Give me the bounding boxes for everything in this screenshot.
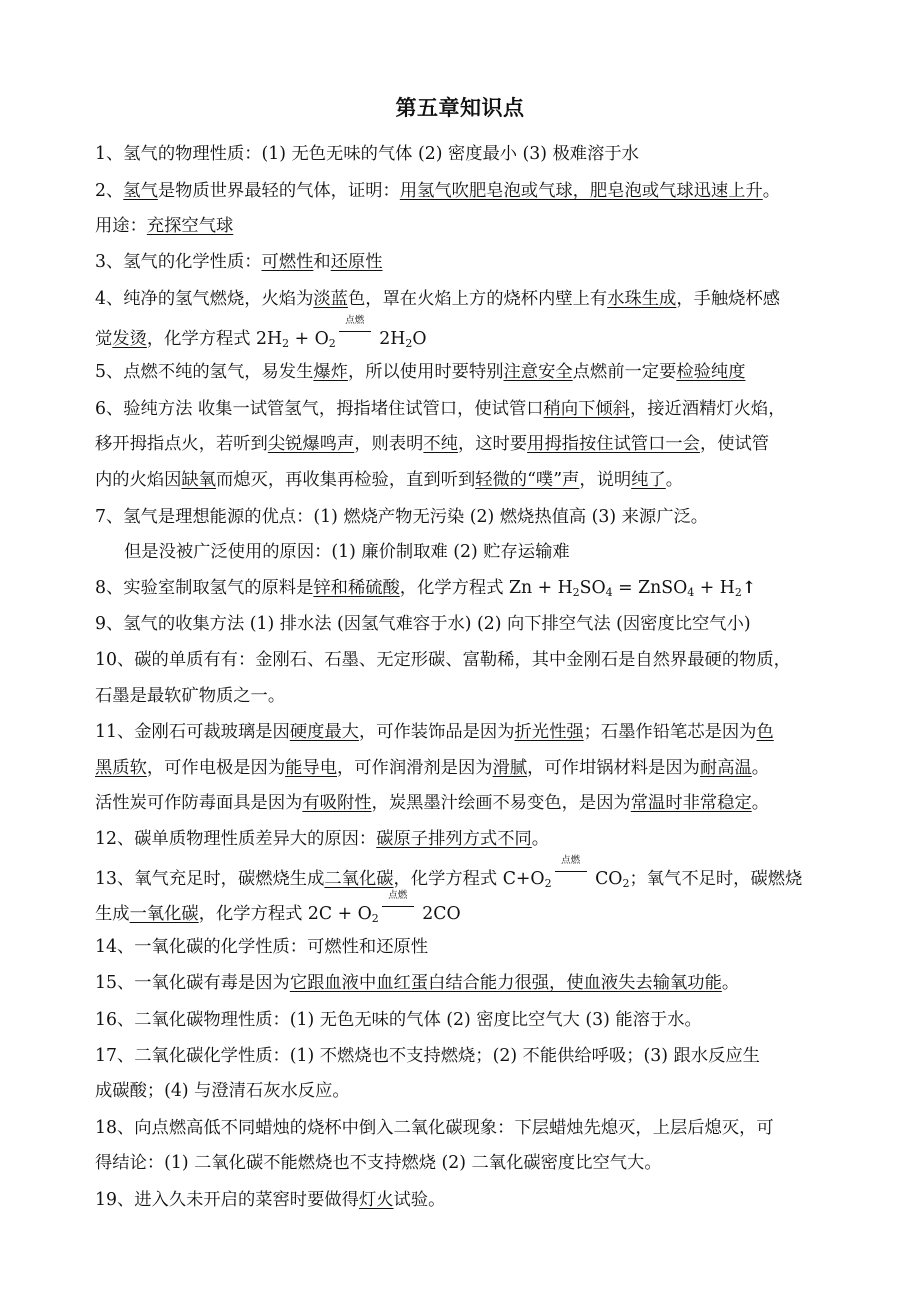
item-text: ，则表明 <box>354 434 424 454</box>
item-6-line-2 <box>95 431 835 457</box>
item-7 <box>95 504 835 530</box>
item-text: 活性炭可作防毒面具是因为 <box>95 793 303 813</box>
equation-text: ，化学方程式 C+O <box>393 869 545 889</box>
item-text: ，可作电极是因为 <box>146 758 286 778</box>
underlined-answer: 氢气 <box>123 181 158 201</box>
item-text: 试验。 <box>393 1190 446 1210</box>
item-text: 18、向点燃高低不同蜡烛的烧杯中倒入二氧化碳现象：下层蜡烛先熄灭，上层后熄灭，可 <box>95 1118 774 1138</box>
item-text: ，炭黑墨汁绘画不易变色，是因为 <box>371 793 631 813</box>
item-text: 6、验纯方法 收集一试管氢气，拇指堵住试管口，使试管口 <box>95 399 544 419</box>
item-text: 10、碳的单质有有：金刚石、石墨、无定形碳、富勒稀，其中金刚石是自然界最硬的物质， <box>95 650 791 670</box>
underlined-answer: 纯了 <box>631 470 666 490</box>
reaction-condition <box>379 890 417 917</box>
item-text: 11、金刚石可裁玻璃是因 <box>95 722 290 742</box>
underlined-answer: 充探空气球 <box>146 216 234 236</box>
item-14 <box>95 934 835 960</box>
item-text: ，可作坩锅材料是因为 <box>527 758 700 778</box>
reaction-condition <box>552 855 590 882</box>
item-6-line-3 <box>95 467 835 493</box>
item-text: 内的火焰因 <box>95 470 182 490</box>
item-text: ；石墨作铅笔芯是因为 <box>583 722 757 742</box>
item-text: 19、进入久未开启的菜窖时要做得 <box>95 1190 359 1210</box>
subscript: 2 <box>328 337 336 350</box>
page-title: 第五章知识点 <box>395 95 525 120</box>
equation-text: 2H <box>373 329 406 349</box>
item-13-line-2 <box>95 890 835 927</box>
item-4-equation-line <box>95 315 835 352</box>
item-text: 17、二氧化碳化学性质：(1) 不燃烧也不支持燃烧；(2) 不能供给呼吸；(3) 跟水反应生 <box>95 1046 760 1066</box>
underlined-answer: 轻微的“噗”声 <box>475 470 580 490</box>
item-2-usage <box>95 213 835 239</box>
underlined-answer: 尖锐爆鸣声 <box>267 434 355 454</box>
underlined-answer: 它跟血液中血红蛋白结合能力很强，使血液失去输氧功能 <box>289 973 722 993</box>
item-text: 5、点燃不纯的氢气，易发生 <box>95 362 314 382</box>
equation-text: + H <box>694 578 735 598</box>
condition-label: 点燃 <box>388 890 408 901</box>
item-17-line-2 <box>95 1078 835 1104</box>
item-text: 但是没被广泛使用的原因：(1) 廉价制取难 (2) 贮存运输难 <box>124 542 570 562</box>
item-text: 7、氢气是理想能源的优点：(1) 燃烧产物无污染 (2) 燃烧热值高 (3) 来源广泛。 <box>95 507 709 527</box>
item-text: 12、碳单质物理性质差异大的原因： <box>95 829 377 849</box>
item-18 <box>95 1115 835 1141</box>
underlined-answer: 检验纯度 <box>676 362 746 382</box>
underlined-answer: 爆炸 <box>313 362 348 382</box>
underlined-answer: 不纯 <box>423 434 458 454</box>
item-text: 14、一氧化碳的化学性质：可燃性和还原性 <box>95 937 429 957</box>
item-18-line-2 <box>95 1150 835 1176</box>
item-text: 色，罩在火焰上方的烧杯内壁上有 <box>347 289 608 309</box>
item-text: 得结论：(1) 二氧化碳不能燃烧也不支持燃烧 (2) 二氧化碳密度比空气大。 <box>95 1153 662 1173</box>
item-text: 。 <box>751 758 770 778</box>
condition-label: 点燃 <box>561 855 581 866</box>
condition-bar <box>555 871 587 872</box>
item-text: 15、一氧化碳有毒是因为 <box>95 973 290 993</box>
underlined-answer: 折光性强 <box>514 722 584 742</box>
subscript: 2 <box>734 586 742 599</box>
item-11-line-3 <box>95 790 835 816</box>
item-text: 点燃前一定要 <box>572 362 677 382</box>
item-text: 9、氢气的收集方法 (1) 排水法 (因氢气难容于水) (2) 向下排空气法 (因密度比空气小) <box>95 614 751 634</box>
item-5 <box>95 359 835 385</box>
underlined-answer: 可燃性 <box>261 252 314 272</box>
item-17 <box>95 1043 835 1069</box>
item-15 <box>95 970 835 996</box>
item-text: ，说明 <box>579 470 632 490</box>
item-19 <box>95 1187 835 1213</box>
subscript: 2 <box>371 912 379 925</box>
item-text: 石墨是最软矿物质之一。 <box>95 686 286 706</box>
item-6 <box>95 396 835 422</box>
item-text: 8、实验室制取氢气的原料是 <box>95 578 314 598</box>
item-text: 。 <box>665 470 684 490</box>
item-text: 生成 <box>95 904 130 924</box>
item-4 <box>95 286 835 312</box>
equation-text: SO <box>579 578 606 598</box>
underlined-answer: 常温时非常稳定 <box>630 793 752 813</box>
item-8 <box>95 575 835 601</box>
underlined-answer: 稍向下倾斜 <box>543 399 630 419</box>
item-text: 13、氧气充足时，碳燃烧生成 <box>95 869 325 889</box>
item-text: 而熄灭，再收集再检验，直到听到 <box>216 470 476 490</box>
underlined-answer: 二氧化碳 <box>324 869 394 889</box>
underlined-answer: 一氧化碳 <box>129 904 199 924</box>
underlined-answer: 有吸附性 <box>302 793 372 813</box>
underlined-answer: 黑质软 <box>95 758 147 778</box>
underlined-answer: 色 <box>756 722 774 742</box>
equation-text: + O <box>289 329 329 349</box>
item-11 <box>95 719 835 745</box>
subscript: 4 <box>605 586 613 599</box>
item-2 <box>95 178 835 204</box>
item-11-line-2 <box>95 755 835 781</box>
item-text: 1、氢气的物理性质：(1) 无色无味的气体 (2) 密度最小 (3) 极难溶于水 <box>95 144 639 164</box>
item-text: ，这时要 <box>457 434 528 454</box>
item-text: 觉 <box>95 329 113 349</box>
item-text: ，可作装饰品是因为 <box>358 722 515 742</box>
gas-arrow-icon: ↑ <box>741 578 757 598</box>
equation-text: O <box>412 329 427 349</box>
item-text: 和 <box>313 252 331 272</box>
item-text: 成碳酸；(4) 与澄清石灰水反应。 <box>95 1081 350 1101</box>
underlined-answer: 耐高温 <box>699 758 752 778</box>
underlined-answer: 灯火 <box>358 1190 394 1210</box>
item-text: 移开拇指点火，若听到 <box>95 434 268 454</box>
item-1 <box>95 141 835 167</box>
item-7-reasons <box>124 539 864 565</box>
underlined-answer: 锌和稀硫酸 <box>313 578 400 598</box>
underlined-answer: 缺氧 <box>181 470 216 490</box>
equation-text: ，化学方程式 2C + O <box>198 904 372 924</box>
underlined-answer: 能导电 <box>285 758 337 778</box>
item-16 <box>95 1007 835 1033</box>
subscript: 2 <box>622 877 630 890</box>
item-3 <box>95 249 835 275</box>
item-text: 。 <box>531 829 550 849</box>
item-10 <box>95 647 835 673</box>
item-text: 3、氢气的化学性质： <box>95 252 262 272</box>
subscript: 4 <box>687 586 695 599</box>
underlined-answer: 滑腻 <box>492 758 528 778</box>
item-text: ，接近酒精灯火焰， <box>629 399 786 419</box>
item-text: 4、纯净的氢气燃烧，火焰为 <box>95 289 314 309</box>
item-text: 2、 <box>95 181 124 201</box>
item-12 <box>95 826 835 852</box>
underlined-answer: 硬度最大 <box>289 722 359 742</box>
item-text: 。 <box>762 181 781 201</box>
underlined-answer: 碳原子排列方式不同 <box>376 829 532 849</box>
condition-bar <box>382 906 414 907</box>
item-text: 用途： <box>95 216 147 236</box>
item-10-line-2 <box>95 683 835 709</box>
underlined-answer: 注意安全 <box>503 362 573 382</box>
condition-bar <box>339 331 371 332</box>
item-text: ，手触烧杯感 <box>676 289 781 309</box>
subscript: 2 <box>572 586 580 599</box>
item-text: 是物质世界最轻的气体，证明： <box>157 181 400 201</box>
item-text: 。 <box>751 793 770 813</box>
underlined-answer: 用氢气吹肥皂泡或气球，肥皂泡或气球迅速上升 <box>399 181 763 201</box>
item-text: ，所以使用时要特别 <box>347 362 504 382</box>
equation-text: 2CO <box>416 904 461 924</box>
reaction-condition <box>336 315 374 342</box>
item-9 <box>95 611 835 637</box>
item-text: ，可作润滑剂是因为 <box>336 758 493 778</box>
equation-text: CO <box>589 869 623 889</box>
underlined-answer: 发烫 <box>112 329 147 349</box>
underlined-answer: 水珠生成 <box>607 289 677 309</box>
equation-text: = ZnSO <box>612 578 688 598</box>
underlined-answer: 淡蓝 <box>313 289 348 309</box>
item-text: 。 <box>721 973 740 993</box>
item-text: ，使试管 <box>699 434 770 454</box>
subscript: 2 <box>405 337 413 350</box>
subscript: 2 <box>544 877 552 890</box>
equation-text: ，化学方程式 2H <box>146 329 283 349</box>
item-text: ；氧气不足时，碳燃烧 <box>629 869 803 889</box>
underlined-answer: 还原性 <box>330 252 383 272</box>
subscript: 2 <box>282 337 290 350</box>
condition-label: 点燃 <box>345 315 365 326</box>
equation-text: ，化学方程式 Zn + H <box>399 578 573 598</box>
item-13 <box>95 855 835 892</box>
underlined-answer: 用拇指按住试管口一会 <box>527 434 700 454</box>
item-text: 16、二氧化碳物理性质：(1) 无色无味的气体 (2) 密度比空气大 (3) 能溶于水。 <box>95 1010 702 1030</box>
